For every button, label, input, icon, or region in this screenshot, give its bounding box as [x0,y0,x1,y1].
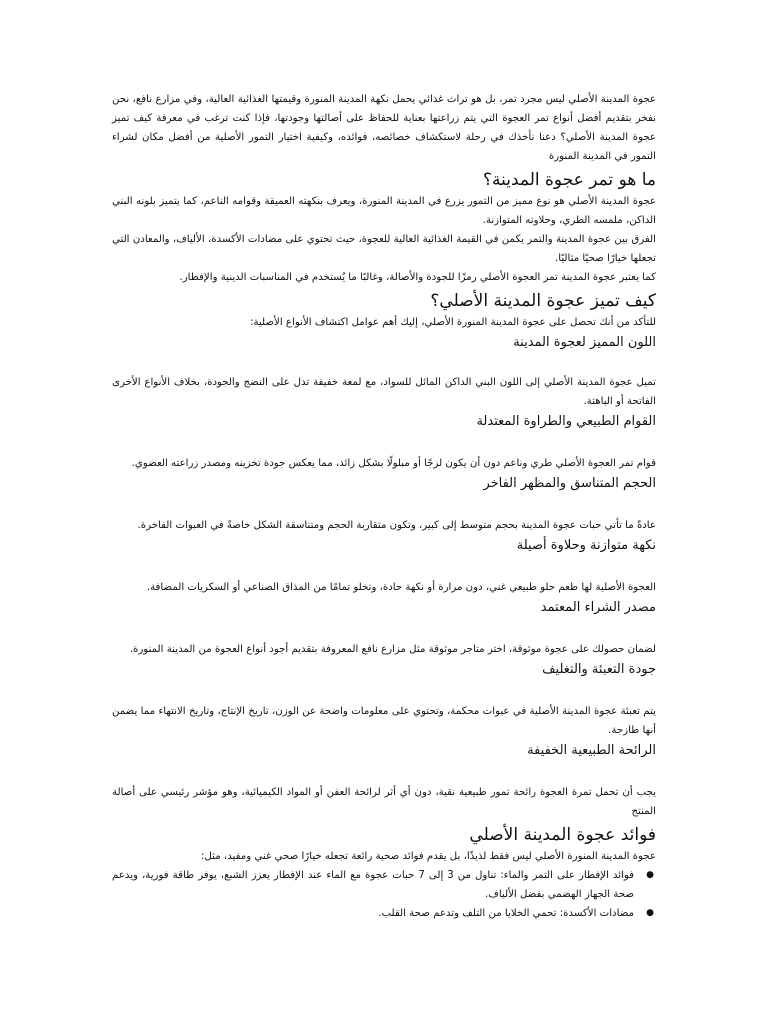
list-item [112,904,654,923]
intro-paragraph: عجوة المدينة الأصلي ليس مجرد تمر، بل هو تراث غذائي يحمل نكهة المدينة المنورة وقيمتها الغذائية العالية، وفي مزارع نافع، نحن نفخر بتقديم أفضل أنواع تمر العجوة التي يتم زراعتها بعناية للحفاظ على أصالتها وجودتها، فإذا كنت ترغب في معرفة كيف تميز عجوة المدينة الأصلي؟ دعنا نأخذك في رحلة لاستكشاف خصائصه، فوائده، وكيفية اختيار التمور الأصلية من أفضل مكان لشراء التمور في المدينة المنورة [112,94,656,162]
item-text-color: تميل عجوة المدينة الأصلي إلى اللون البني الداكن المائل للسواد، مع لمعة خفيفة تدل على النضج والجودة، بخلاف الأنواع الأخرى الفاتحة أو الباهتة. [112,377,656,407]
item-text-source: لضمان حصولك على عجوة موثوقة، اختر متاجر موثوقة مثل مزارع نافع المعروفة بتقديم أجود أنواع العجوة من المدينة المنورة. [129,644,656,655]
bullet-icon: ● [646,870,654,880]
item-text-size: عادةً ما تأتي حبات عجوة المدينة بحجم متوسط إلى كبير، وتكون متقاربة الحجم ومتناسقة الشكل خاصةً في العبوات الفاخرة. [137,520,656,531]
item-text-packaging: يتم تعبئة عجوة المدينة الأصلية في عبوات محكمة، وتحتوي على معلومات واضحة عن الوزن، تاريخ الإنتاج، وتاريخ الانتهاء مما يضمن أنها طازجة. [112,706,656,736]
item-title-color: اللون المميز لعجوة المدينة [513,335,656,350]
benefits-list [112,866,656,923]
section1-heading: ما هو تمر عجوة المدينة؟ [482,170,656,190]
bullet-text: فوائد الإفطار على التمر والماء: تناول من 3 إلى 7 حبات عجوة مع الماء عند الإفطار يعزز الشبع، يوفر طاقة فورية، ويدعم صحة الجهاز الهضمي بفضل الألياف. [112,870,635,900]
item-title-texture: القوام الطبيعي والطراوة المعتدلة [476,414,656,429]
section3-intro: عجوة المدينة المنورة الأصلي ليس فقط لذيذًا، بل يقدم فوائد صحية رائعة تجعله خيارًا صحي غني ومفيد، مثل: [200,851,656,862]
item-title-packaging: جودة التعبئة والتغليف [542,662,656,677]
item-text-taste: العجوة الأصلية لها طعم حلو طبيعي غني، دون مرارة أو نكهة حادة، وتخلو تمامًا من المذاق الصناعي أو السكريات المضافة. [146,582,656,593]
item-title-source: مصدر الشراء المعتمد [540,600,656,615]
bullet-icon: ● [646,908,654,918]
section3-heading: فوائد عجوة المدينة الأصلي [469,825,656,845]
item-text-texture: قوام تمر العجوة الأصلي طري وناعم دون أن يكون لزجًا أو مبلولًا بشكل زائد، مما يعكس جودة تخزينه ومصدر زراعته العضوي. [131,458,656,469]
section1-paragraph-3: كما يعتبر عجوة المدينة تمر العجوة الأصلي رمزًا للجودة والأصالة، وغالبًا ما يُستخدم في المناسبات الدينية والإفطار. [179,272,656,283]
item-text-smell: يجب أن تحمل تمرة العجوة رائحة تمور طبيعية نقية، دون أي أثر لرائحة العفن أو المواد الكيميائية، وهو مؤشر رئيسي على أصالة المنتج [112,787,656,817]
list-item [112,866,654,904]
section2-heading: كيف تميز عجوة المدينة الأصلي؟ [430,291,656,311]
section1-paragraph-1: عجوة المدينة الأصلي هو نوع مميز من التمور يزرع في المدينة المنورة، ويعرف بنكهته العميقة وقوامه الناعم، كما يتميز بلونه البني الداكن، ملمسه الطري، وحلاوته المتوازنة. [112,196,656,226]
item-title-smell: الرائحة الطبيعية الخفيفة [527,743,656,758]
item-title-taste: نكهة متوازنة وحلاوة أصيلة [516,538,656,553]
section2-intro: للتأكد من أنك تحصل على عجوة المدينة المنورة الأصلي، إليك أهم عوامل اكتشاف الأنواع الأصلية: [250,317,656,328]
section1-paragraph-2: الفرق بين عجوة المدينة والتمر يكمن في القيمة الغذائية العالية للعجوة، حيث تحتوي على مضادات الأكسدة، الألياف، والمعادن التي تجعلها خيارًا صحيًا مثاليًا. [112,234,656,264]
item-title-size: الحجم المتناسق والمظهر الفاخر [483,476,656,491]
bullet-text: مضادات الأكسدة: تحمي الخلايا من التلف وتدعم صحة القلب. [378,908,634,919]
